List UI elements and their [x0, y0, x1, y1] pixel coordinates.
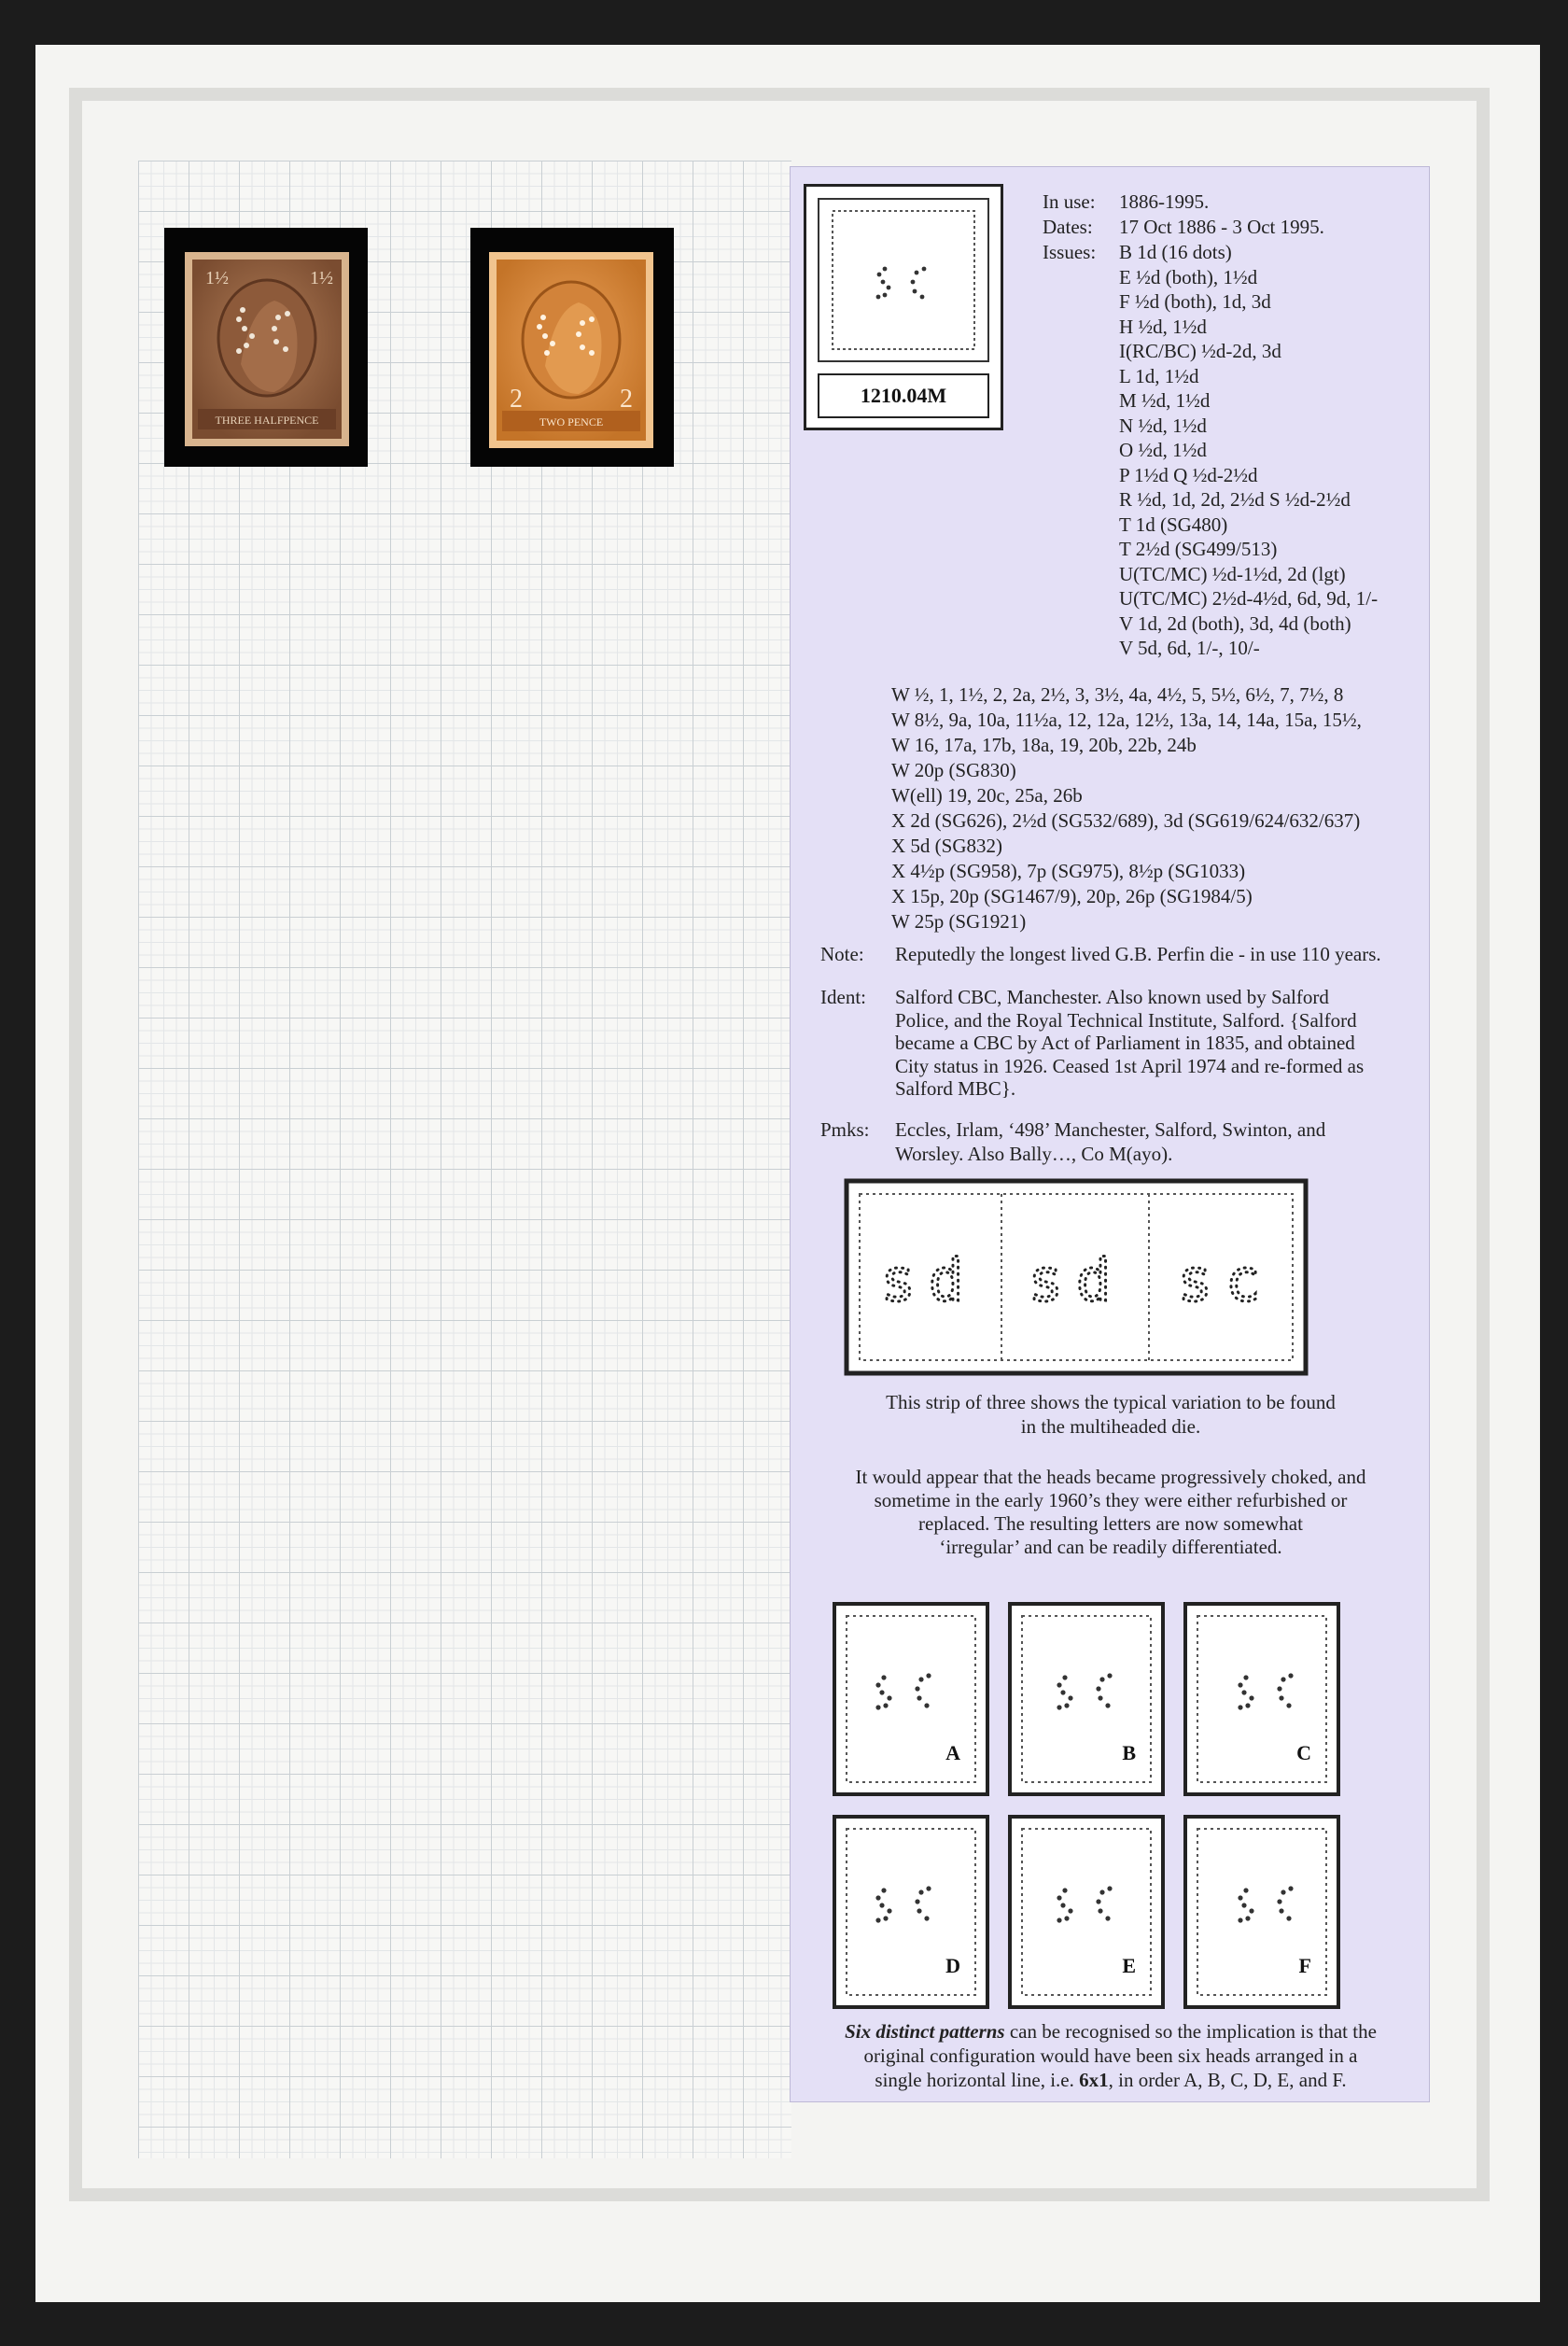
die-reference-number: 1210.04M — [818, 373, 989, 418]
issue-long-line: W ½, 1, 1½, 2, 2a, 2½, 3, 3½, 4a, 4½, 5, 5½, 6½, 7, 7½, 8 — [891, 683, 1344, 706]
pattern-tile-d — [832, 1814, 990, 2010]
issue-short-line: B 1d (16 dots) — [1119, 241, 1232, 263]
issue-long-line: W 16, 17a, 17b, 18a, 19, 20b, 22b, 24b — [891, 734, 1197, 756]
conclusion-line3-bold: 6x1 — [1079, 2069, 1109, 2091]
stamp-three-halfpence — [185, 252, 349, 446]
pattern-label: C — [1296, 1741, 1311, 1764]
ident-line: Salford CBC, Manchester. Also known used by Salford — [895, 986, 1329, 1008]
issues-label: Issues: — [1043, 241, 1097, 263]
issue-short-line: P 1½d Q ½d-2½d — [1119, 463, 1258, 486]
ident-line: Police, and the Royal Technical Institute, Salford. {Salford — [895, 1008, 1357, 1032]
choked-line: It would appear that the heads became progressively choked, and — [855, 1466, 1366, 1488]
stamp-2-value-text: TWO PENCE — [539, 415, 604, 428]
issue-short-line: T 1d (SG480) — [1119, 513, 1228, 536]
pattern-label: E — [1122, 1954, 1136, 1977]
conclusion-line: original configuration would have been six heads arranged in a — [863, 2044, 1358, 2067]
pattern-tile-c — [1183, 1601, 1341, 1797]
issue-short-line: H ½d, 1½d — [1119, 315, 1207, 338]
issue-short-line: O ½d, 1½d — [1119, 439, 1207, 461]
issue-short-line: V 1d, 2d (both), 3d, 4d (both) — [1119, 611, 1351, 635]
issue-long-line: X 15p, 20p (SG1467/9), 20p, 26p (SG1984/5) — [891, 885, 1253, 907]
pattern-tile-b — [1007, 1601, 1166, 1797]
dates-label: Dates: — [1043, 216, 1093, 238]
pattern-tile-f — [1183, 1814, 1341, 2010]
issue-short-line: U(TC/MC) ½d-1½d, 2d (lgt) — [1119, 562, 1346, 585]
pattern-tile-e — [1007, 1814, 1166, 2010]
svg-text:2: 2 — [510, 385, 523, 414]
pmks-label: Pmks: — [820, 1118, 870, 1141]
conclusion-line3-pre: single horizontal line, i.e. — [875, 2069, 1080, 2091]
strip-of-three-diagram — [843, 1177, 1309, 1377]
in-use-label: In use: — [1043, 190, 1096, 213]
strip-pattern-2: sd — [1028, 1246, 1125, 1314]
issue-long-line: W 25p (SG1921) — [891, 910, 1027, 933]
issue-short-line: U(TC/MC) 2½d-4½d, 6d, 9d, 1/- — [1119, 587, 1379, 610]
svg-text:1½: 1½ — [205, 268, 229, 288]
pmks-line: Eccles, Irlam, ‘498’ Manchester, Salford, Swinton, and — [895, 1118, 1326, 1141]
issue-short-line: E ½d (both), 1½d — [1119, 265, 1258, 288]
stamp-two-pence — [489, 252, 653, 448]
issue-long-line: W 8½, 9a, 10a, 11½a, 12, 12a, 12½, 13a, 14, 14a, 15a, 15½, — [891, 709, 1362, 731]
issue-long-line: W(ell) 19, 20c, 25a, 26b — [891, 784, 1083, 807]
issue-short-line: L 1d, 1½d — [1119, 364, 1199, 387]
pmks-line: Worsley. Also Bally…, Co M(ayo). — [895, 1142, 1173, 1165]
issue-short-line: V 5d, 6d, 1/-, 10/- — [1119, 637, 1260, 659]
choked-line: ‘irregular’ and can be readily differentiated. — [939, 1536, 1282, 1558]
in-use-value: 1886-1995. — [1119, 190, 1210, 213]
ident-line: City status in 1926. Ceased 1st April 1974 and re-formed as — [895, 1054, 1365, 1077]
issue-long-line: X 4½p (SG958), 7p (SG975), 8½p (SG1033) — [891, 860, 1246, 882]
strip-pattern-1: sd — [880, 1246, 977, 1314]
die-diagram — [818, 198, 989, 362]
dates-value: 17 Oct 1886 - 3 Oct 1995. — [1119, 216, 1324, 238]
issue-short-line: F ½d (both), 1d, 3d — [1119, 290, 1271, 313]
ident-line: Salford MBC}. — [895, 1077, 1016, 1100]
ident-line: became a CBC by Act of Parliament in 1835, and obtained — [895, 1032, 1355, 1054]
issue-long-line: W 20p (SG830) — [891, 759, 1016, 781]
svg-text:1½: 1½ — [310, 268, 333, 288]
issue-short-line: I(RC/BC) ½d-2d, 3d — [1119, 340, 1281, 362]
svg-text:2: 2 — [620, 385, 633, 414]
issue-long-line: X 2d (SG626), 2½d (SG532/689), 3d (SG619/624/632/637) — [891, 809, 1361, 832]
note-text: Reputedly the longest lived G.B. Perfin die - in use 110 years. — [895, 943, 1381, 965]
strip-caption-line: in the multiheaded die. — [1020, 1415, 1201, 1438]
conclusion-line — [791, 2019, 1431, 2044]
ident-label: Ident: — [820, 986, 866, 1008]
issue-short-line: M ½d, 1½d — [1119, 389, 1211, 412]
conclusion-lead: Six distinct patterns — [845, 2020, 1005, 2043]
strip-pattern-3: sc — [1177, 1246, 1274, 1314]
note-label: Note: — [820, 943, 864, 965]
strip-caption-line: This strip of three shows the typical variation to be found — [886, 1391, 1336, 1413]
conclusion-line3-post: , in order A, B, C, D, E, and F. — [1108, 2069, 1347, 2091]
issue-long-line: X 5d (SG832) — [891, 835, 1002, 857]
pattern-label: A — [945, 1741, 960, 1764]
issue-short-line: T 2½d (SG499/513) — [1119, 538, 1278, 560]
pattern-tile-a — [832, 1601, 990, 1797]
choked-line: replaced. The resulting letters are now somewhat — [918, 1512, 1303, 1535]
pattern-label: D — [945, 1954, 960, 1977]
choked-line: sometime in the early 1960’s they were either refurbished or — [874, 1489, 1348, 1511]
conclusion-line1-rest: can be recognised so the implication is that the — [1004, 2020, 1377, 2043]
conclusion-line — [791, 2068, 1431, 2093]
die-diagram-box — [804, 184, 1003, 430]
issue-short-line: N ½d, 1½d — [1119, 414, 1207, 437]
pattern-label: F — [1298, 1954, 1311, 1977]
perfin-reference-card — [790, 166, 1430, 2102]
pattern-label: B — [1122, 1741, 1136, 1764]
issue-short-line: R ½d, 1d, 2d, 2½d S ½d-2½d — [1119, 488, 1351, 511]
stamp-1-value-text: THREE HALFPENCE — [215, 414, 319, 427]
